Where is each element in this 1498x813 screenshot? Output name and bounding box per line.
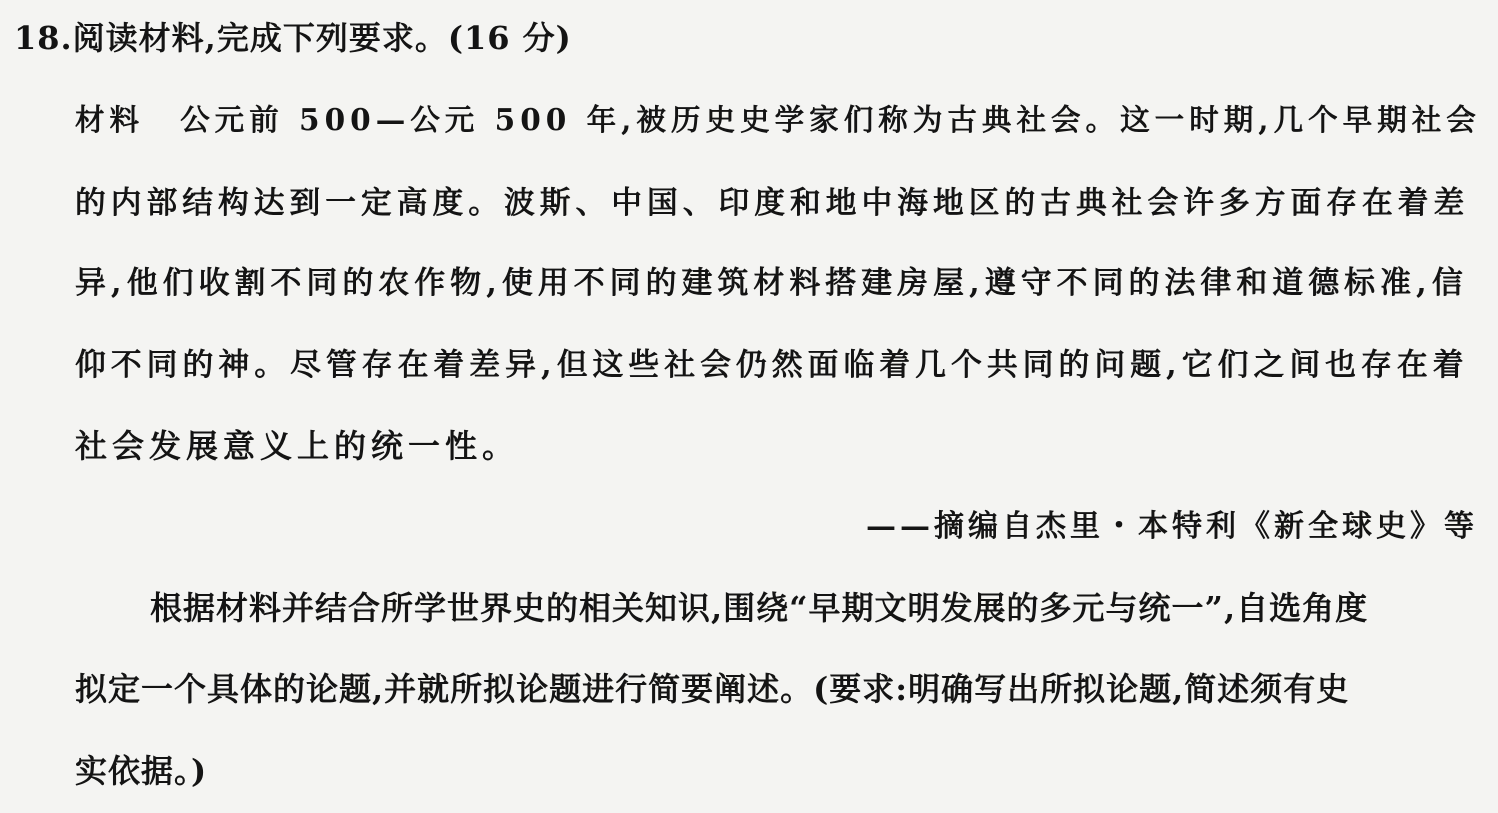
question-title: 18.阅读材料,完成下列要求。(16 分) <box>14 19 572 57</box>
material-source: ——摘编自杰里・本特利《新全球史》等 <box>866 509 1478 544</box>
material-line-2: 的内部结构达到一定高度。波斯、中国、印度和地中海地区的古典社会许多方面存在着差 <box>75 185 1470 221</box>
material-line-3: 异,他们收割不同的农作物,使用不同的建筑材料搭建房屋,遵守不同的法律和道德标准,信 <box>75 265 1468 301</box>
material-text: 公元前 500—公元 500 年,被历史史学家们称为古典社会。这一时期,几个早期社会 <box>180 102 1481 137</box>
material-label: 材料 <box>75 102 145 137</box>
requirement-line-2: 拟定一个具体的论题,并就所拟论题进行简要阐述。(要求:明确写出所拟论题,简述须有史 <box>75 670 1350 708</box>
material-line-1 <box>75 102 1481 137</box>
requirement-line-1: 根据材料并结合所学世界史的相关知识,围绕“早期文明发展的多元与统一”,自选角度 <box>150 589 1369 627</box>
requirement-line-3: 实依据。) <box>75 752 208 790</box>
material-line-4: 仰不同的神。尽管存在着差异,但这些社会仍然面临着几个共同的问题,它们之间也存在着 <box>75 347 1469 383</box>
material-line-5: 社会发展意义上的统一性。 <box>75 427 520 465</box>
